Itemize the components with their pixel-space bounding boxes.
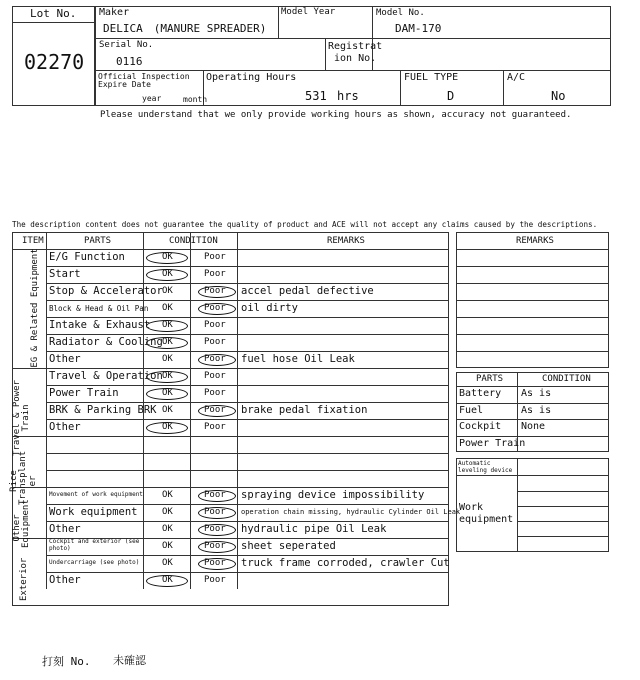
selected-condition-circle	[198, 541, 236, 553]
selected-condition-circle	[146, 269, 188, 281]
row-divider	[517, 536, 609, 537]
group-label-other-equipment: Other Equipment	[12, 499, 32, 548]
lot-number: 02270	[24, 50, 85, 74]
row-divider	[46, 453, 449, 454]
model-year-label: Model Year	[281, 7, 336, 17]
ok-option: OK	[162, 575, 173, 585]
row-divider	[46, 266, 449, 267]
remark-text: operation chain missing, hydraulic Cylinder Oil Leak	[241, 508, 461, 516]
ok-option: OK	[162, 286, 173, 296]
row-divider	[456, 386, 609, 387]
remarks-line	[456, 317, 609, 318]
registration-label-line2: ion No.	[334, 53, 377, 64]
poor-option: Poor	[204, 269, 226, 279]
selected-condition-circle	[198, 507, 236, 519]
selected-condition-circle	[198, 405, 236, 417]
right-part-label: Battery	[459, 388, 502, 399]
maker-value: DELICA (MANURE SPREADER)	[103, 22, 267, 35]
hours-note: Please understand that we only provide working hours as shown, accuracy not guaranteed.	[100, 110, 572, 120]
selected-condition-circle	[198, 286, 236, 298]
serial-label: Serial No.	[99, 40, 154, 50]
selected-condition-circle	[198, 524, 236, 536]
group-label-exterior: Exterior	[19, 557, 29, 601]
right-remarks-header: REMARKS	[516, 236, 554, 246]
row-divider	[46, 317, 449, 318]
remark-text: brake pedal fixation	[241, 404, 368, 416]
selected-condition-circle	[146, 337, 188, 349]
divider	[95, 70, 611, 71]
divider	[12, 22, 95, 23]
poor-option: Poor	[204, 422, 226, 432]
hours-unit: hrs	[337, 89, 359, 103]
selected-condition-circle	[146, 252, 188, 264]
ok-option: OK	[162, 337, 173, 347]
ok-option: OK	[162, 524, 173, 534]
group-label-eg: EG & Related Equipment	[30, 248, 40, 368]
ok-option: OK	[162, 405, 173, 415]
group-label-travel: Travel & Power Train	[12, 380, 32, 456]
row-divider	[46, 521, 449, 522]
inspection-label-line1: Official Inspection	[98, 72, 190, 81]
group-divider	[12, 436, 449, 437]
row-divider	[517, 506, 609, 507]
row-divider	[46, 504, 449, 505]
remarks-line	[456, 249, 609, 250]
ac-value: No	[551, 89, 566, 103]
row-divider	[46, 300, 449, 301]
remark-text: truck frame corroded, crawler Cut	[241, 557, 450, 569]
auto-leveling-label: Automatic leveling device	[458, 460, 513, 474]
selected-condition-circle	[198, 303, 236, 315]
divider	[95, 38, 611, 39]
divider	[46, 232, 47, 589]
right-parts-header: PARTS	[476, 374, 504, 384]
ok-option: OK	[162, 303, 173, 313]
divider	[517, 458, 518, 552]
part-label: Other	[49, 574, 81, 586]
part-label: Cockpit and exterior (see photo)	[49, 538, 140, 552]
poor-option: Poor	[204, 541, 226, 551]
part-label: Stop & Accelerator	[49, 285, 163, 297]
poor-option: Poor	[204, 286, 226, 296]
poor-option: Poor	[204, 507, 226, 517]
part-label: Radiator & Cooling	[49, 336, 163, 348]
ok-option: OK	[162, 252, 173, 262]
row-divider	[46, 385, 449, 386]
row-divider	[46, 555, 449, 556]
poor-option: Poor	[204, 354, 226, 364]
remarks-line	[456, 351, 609, 352]
row-divider	[456, 436, 609, 437]
row-divider	[46, 419, 449, 420]
group-label-rice: Rice Transplant er	[9, 450, 38, 505]
part-label: E/G Function	[49, 251, 125, 263]
hours-label: Operating Hours	[206, 72, 297, 83]
selected-condition-circle	[146, 422, 188, 434]
row-divider	[46, 572, 449, 573]
unconfirmed-label: 未確認	[113, 654, 146, 667]
row-divider	[46, 351, 449, 352]
row-divider	[517, 491, 609, 492]
right-condition-value: As is	[521, 388, 552, 399]
part-label: Work equipment	[49, 506, 138, 518]
selected-condition-circle	[146, 388, 188, 400]
lot-label: Lot No.	[30, 7, 77, 20]
fuel-type-label: FUEL TYPE	[404, 72, 459, 83]
remarks-line	[456, 334, 609, 335]
maker-label: Maker	[99, 7, 130, 18]
part-label: Power Train	[49, 387, 119, 399]
fuel-type-value: D	[447, 89, 455, 103]
poor-option: Poor	[204, 405, 226, 415]
selected-condition-circle	[198, 490, 236, 502]
poor-option: Poor	[204, 371, 226, 381]
month-label: month	[183, 95, 208, 104]
disclaimer: The description content does not guarantee the quality of product and ACE will not accept any claims caused by the descriptions.	[12, 220, 598, 229]
selected-condition-circle	[198, 354, 236, 366]
registration-label-line1: Registrat	[328, 41, 383, 52]
ok-option: OK	[162, 371, 173, 381]
divider	[325, 38, 326, 70]
remark-text: hydraulic pipe Oil Leak	[241, 523, 387, 535]
col-item-header: ITEM	[22, 236, 44, 246]
poor-option: Poor	[204, 490, 226, 500]
ac-label: A/C	[507, 72, 526, 83]
row-divider	[46, 334, 449, 335]
divider	[237, 232, 238, 589]
serial-value: 0116	[116, 55, 143, 68]
year-label: year	[142, 94, 162, 103]
part-label: Other	[49, 523, 81, 535]
poor-option: Poor	[204, 337, 226, 347]
remarks-line	[456, 283, 609, 284]
right-condition-header: CONDITION	[542, 374, 591, 384]
col-parts-header: PARTS	[84, 236, 112, 246]
divider	[190, 232, 191, 589]
group-divider	[12, 487, 449, 488]
row-divider	[456, 475, 609, 476]
remark-text: oil dirty	[241, 302, 298, 314]
divider	[503, 70, 504, 106]
remark-text: fuel hose Oil Leak	[241, 353, 355, 365]
right-condition-value: As is	[521, 404, 552, 416]
divider	[278, 6, 279, 38]
remarks-line	[456, 300, 609, 301]
right-condition-value: None	[521, 421, 546, 432]
part-label: Start	[49, 268, 81, 280]
work-equipment-label: Work equipment	[459, 502, 514, 525]
divider	[12, 249, 449, 250]
row-divider	[456, 403, 609, 404]
part-label: Undercarriage (see photo)	[49, 559, 140, 566]
row-divider	[517, 521, 609, 522]
ok-option: OK	[162, 320, 173, 330]
part-label: Block & Head & Oil Pan	[49, 304, 149, 313]
right-part-label: Cockpit	[459, 421, 502, 432]
row-divider	[46, 470, 449, 471]
ok-option: OK	[162, 541, 173, 551]
part-label: Movement of work equipment	[49, 491, 143, 498]
row-divider	[46, 283, 449, 284]
ok-option: OK	[162, 558, 173, 568]
poor-option: Poor	[204, 303, 226, 313]
selected-condition-circle	[146, 575, 188, 587]
inspection-label-line2: Expire Date	[98, 80, 151, 89]
col-condition-header: CONDITION	[169, 236, 218, 246]
row-divider	[46, 402, 449, 403]
poor-option: Poor	[204, 388, 226, 398]
poor-option: Poor	[204, 320, 226, 330]
remark-text: accel pedal defective	[241, 285, 374, 297]
poor-option: Poor	[204, 252, 226, 262]
poor-option: Poor	[204, 558, 226, 568]
selected-condition-circle	[146, 320, 188, 332]
poor-option: Poor	[204, 575, 226, 585]
part-label: Other	[49, 421, 81, 433]
col-remarks-header: REMARKS	[327, 236, 365, 246]
right-part-label: Power Train	[459, 437, 526, 449]
poor-option: Poor	[204, 524, 226, 534]
remark-text: sheet seperated	[241, 540, 336, 552]
group-divider	[12, 368, 449, 369]
ok-option: OK	[162, 507, 173, 517]
ok-option: OK	[162, 354, 173, 364]
part-label: Travel & Operation	[49, 370, 163, 382]
row-divider	[456, 419, 609, 420]
divider	[400, 70, 401, 106]
model-no-label: Model No.	[376, 8, 425, 18]
right-part-label: Fuel	[459, 404, 484, 416]
stamp-number-label: 打刻 No.	[42, 655, 91, 668]
model-no-value: DAM-170	[395, 22, 442, 35]
remarks-line	[456, 266, 609, 267]
selected-condition-circle	[198, 558, 236, 570]
part-label: Other	[49, 353, 81, 365]
part-label: Intake & Exhaust	[49, 319, 151, 331]
selected-condition-circle	[146, 371, 188, 383]
hours-value: 531	[305, 89, 327, 103]
ok-option: OK	[162, 388, 173, 398]
ok-option: OK	[162, 490, 173, 500]
remark-text: spraying device impossibility	[241, 489, 425, 501]
ok-option: OK	[162, 422, 173, 432]
ok-option: OK	[162, 269, 173, 279]
part-label: BRK & Parking BRK	[49, 404, 157, 416]
